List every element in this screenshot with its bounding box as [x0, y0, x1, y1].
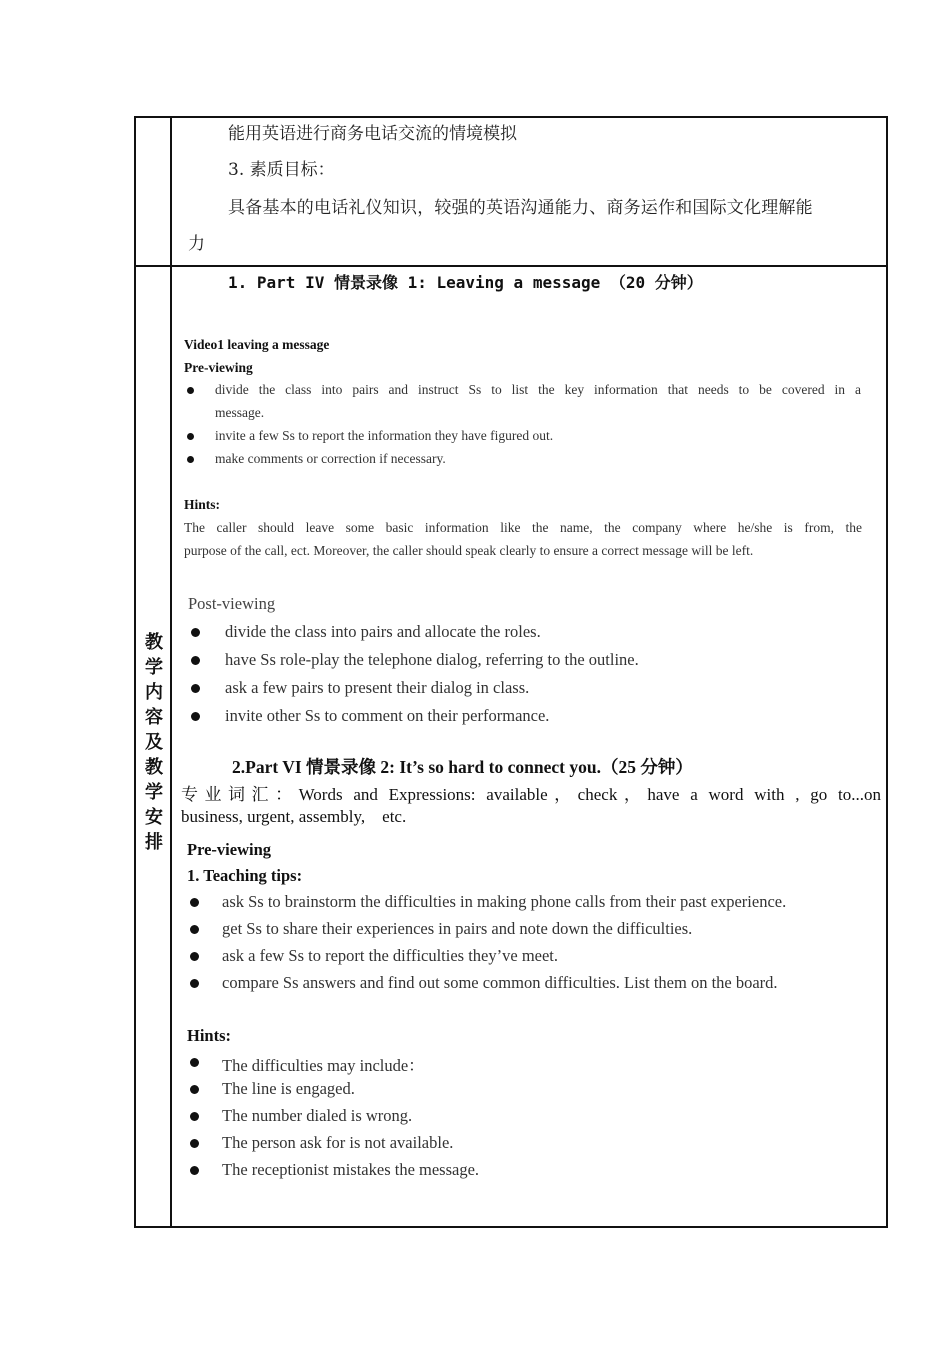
teaching-tip: ask Ss to brainstorm the difficulties in making phone calls from their past experience.: [222, 892, 787, 911]
bullet-icon: [191, 684, 200, 693]
bullet-icon: [187, 387, 194, 394]
hints-text: The caller should leave some basic information like the name, the company where he/she is from, the: [184, 520, 862, 535]
postviewing-item: have Ss role-play the telephone dialog, referring to the outline.: [225, 650, 639, 669]
row-label-char: 安: [145, 807, 163, 828]
teaching-tip: ask a few Ss to report the difficulties they’ve meet.: [222, 946, 559, 965]
bullet-icon: [187, 456, 194, 463]
part6-previewing-title: Pre-viewing: [187, 840, 272, 859]
hints-item: The line is engaged.: [222, 1079, 355, 1098]
postviewing-item: invite other Ss to comment on their performance.: [225, 706, 550, 725]
vocab-line-cont: business, urgent, assembly, etc.: [181, 807, 407, 826]
bullet-icon: [191, 712, 200, 721]
row-label-char: 容: [145, 707, 163, 728]
bullet-icon: [190, 1058, 199, 1067]
previewing-item: divide the class into pairs and instruct Ss to list the key information that needs to be covered in a: [215, 382, 861, 397]
bullet-icon: [187, 433, 194, 440]
teaching-tip: get Ss to share their experiences in pairs and note down the difficulties.: [222, 919, 693, 938]
video-title: Video1 leaving a message: [184, 337, 330, 352]
postviewing-item: ask a few pairs to present their dialog in class.: [225, 678, 530, 697]
hints-title: Hints:: [184, 497, 221, 512]
postviewing-title: Post-viewing: [188, 594, 276, 613]
hints-item: The difficulties may include：: [222, 1056, 425, 1075]
hints-item: The receptionist mistakes the message.: [222, 1160, 480, 1179]
row-label-char: 及: [145, 732, 163, 753]
part6-hints-title: Hints:: [187, 1026, 232, 1045]
bullet-icon: [190, 979, 199, 988]
quality-objective-text: 具备基本的电话礼仪知识，较强的英语沟通能力、商务运作和国际文化理解能: [228, 198, 813, 218]
hints-text-cont: purpose of the call, ect. Moreover, the caller should speak clearly to ensure a correct message will be left.: [184, 543, 754, 558]
row-label-char: 排: [145, 832, 163, 853]
bullet-icon: [191, 656, 200, 665]
previewing-item: make comments or correction if necessary.: [215, 451, 446, 466]
bullet-icon: [190, 1139, 199, 1148]
bullet-icon: [190, 1112, 199, 1121]
row-divider: [134, 265, 888, 267]
bullet-icon: [190, 898, 199, 907]
part6-heading: 2.Part VI 情景录像 2: It’s so hard to connect you.（25 分钟）: [232, 757, 693, 777]
previewing-item-cont: message.: [215, 405, 265, 420]
previewing-item: invite a few Ss to report the information they have figured out.: [215, 428, 554, 443]
quality-objective-heading: 3. 素质目标：: [228, 160, 335, 180]
objective-line: 能用英语进行商务电话交流的情境模拟: [228, 124, 517, 144]
vocab-line: 专业词汇：Words and Expressions: available，check，have a word with , go to...on: [181, 785, 881, 804]
bullet-icon: [190, 1085, 199, 1094]
quality-objective-text-cont: 力: [188, 234, 205, 254]
row-label-char: 教: [145, 632, 163, 653]
previewing-title: Pre-viewing: [184, 360, 253, 375]
bullet-icon: [190, 1166, 199, 1175]
bullet-icon: [191, 628, 200, 637]
part4-heading: 1. Part IV 情景录像 1: Leaving a message （20 分钟）: [228, 273, 703, 292]
row-label: [140, 630, 168, 855]
bullet-icon: [190, 925, 199, 934]
hints-item: The person ask for is not available.: [222, 1133, 454, 1152]
row-label-char: 内: [145, 682, 163, 703]
column-divider: [170, 116, 172, 1228]
bullet-icon: [190, 952, 199, 961]
postviewing-item: divide the class into pairs and allocate the roles.: [225, 622, 541, 641]
teaching-tip: compare Ss answers and find out some common difficulties. List them on the board.: [222, 973, 778, 992]
row-label-char: 教: [145, 757, 163, 778]
row-label-char: 学: [145, 657, 163, 678]
teaching-tips-title: 1. Teaching tips:: [187, 866, 303, 885]
hints-item: The number dialed is wrong.: [222, 1106, 413, 1125]
row-label-char: 学: [145, 782, 163, 803]
